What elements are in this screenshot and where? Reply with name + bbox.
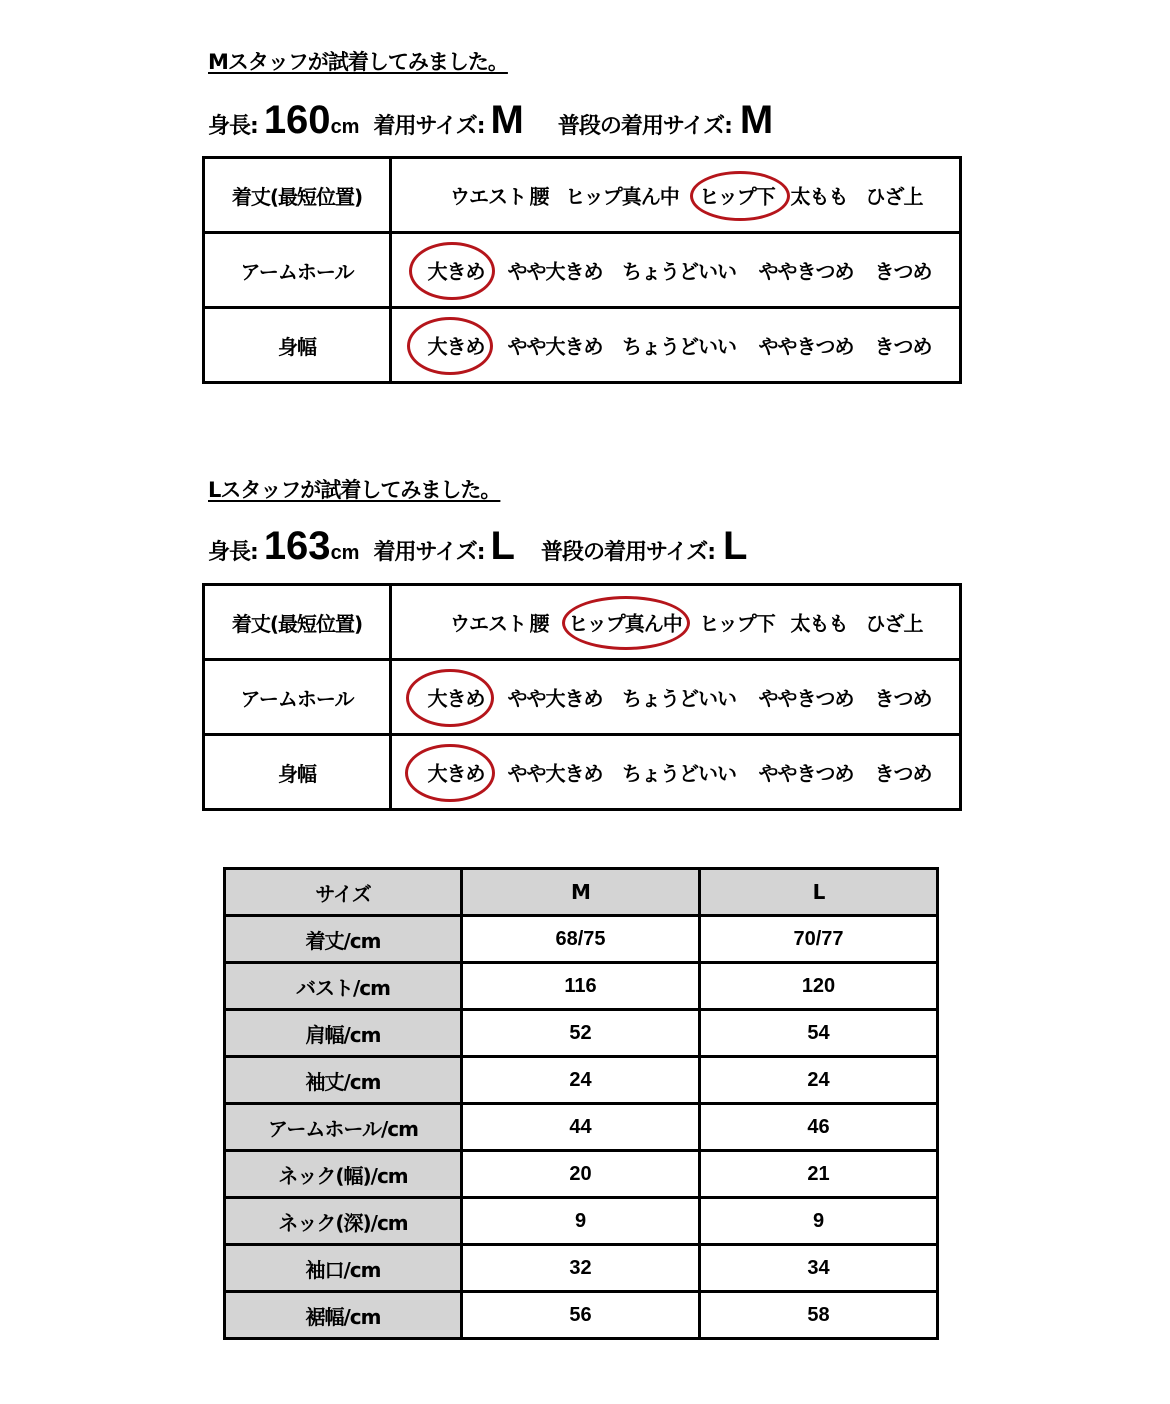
table-row: [225, 963, 938, 1010]
option: きつめ: [874, 334, 932, 359]
option-selected: 大きめ: [427, 761, 485, 786]
option: ややきつめ: [758, 259, 854, 284]
option: 腰: [529, 184, 549, 209]
height-value: 163: [263, 524, 331, 568]
usual-size-label: 普段の着用サイズ:: [557, 114, 732, 139]
option: ややきつめ: [758, 334, 854, 359]
table-row: [225, 1104, 938, 1151]
row-header: 肩幅/cm: [225, 1010, 462, 1057]
fit-row-armhole: [204, 660, 961, 735]
row-label: アームホール: [204, 233, 391, 308]
worn-size-label: 着用サイズ:: [373, 540, 485, 565]
fit-table: [202, 583, 962, 811]
option: ちょうどいい: [622, 686, 736, 711]
option: 太もも: [790, 184, 848, 209]
option-list: [392, 736, 959, 808]
cell: 58: [700, 1292, 938, 1339]
row-header: 袖丈/cm: [225, 1057, 462, 1104]
height-label: 身長:: [208, 114, 258, 139]
option: ウエスト: [450, 184, 526, 209]
fit-row-armhole: [204, 233, 961, 308]
cell: 24: [462, 1057, 700, 1104]
fit-row-length: [204, 585, 961, 660]
fit-row-width: [204, 735, 961, 810]
row-header: バスト/cm: [225, 963, 462, 1010]
fit-row-length: [204, 158, 961, 233]
option-selected: ヒップ真ん中: [568, 611, 682, 636]
option: きつめ: [874, 259, 932, 284]
option: ひざ上: [865, 184, 923, 209]
table-row: [225, 1292, 938, 1339]
cell: 70/77: [700, 916, 938, 963]
option-selected: ヒップ下: [699, 184, 775, 209]
row-label: 身幅: [204, 308, 391, 383]
option: ウエスト: [450, 611, 526, 636]
usual-size-value: M: [739, 98, 774, 142]
table-row: [225, 1057, 938, 1104]
cell: 68/75: [462, 916, 700, 963]
usual-size-value: L: [723, 524, 748, 568]
option: きつめ: [874, 686, 932, 711]
row-label: 着丈(最短位置): [204, 585, 391, 660]
size-table-header: [225, 869, 938, 916]
table-row: [225, 1010, 938, 1057]
option: 腰: [529, 611, 549, 636]
fit-row-width: [204, 308, 961, 383]
option: やや大きめ: [507, 334, 603, 359]
option-list: [392, 309, 959, 381]
height-unit: cm: [330, 116, 360, 138]
option: ちょうどいい: [622, 761, 736, 786]
option-list: [392, 586, 959, 658]
cell: 9: [462, 1198, 700, 1245]
option-selected: 大きめ: [427, 686, 485, 711]
option: ヒップ下: [699, 611, 775, 636]
table-row: [225, 1198, 938, 1245]
option: ちょうどいい: [622, 334, 736, 359]
option: きつめ: [874, 761, 932, 786]
table-row: [225, 1245, 938, 1292]
cell: 46: [700, 1104, 938, 1151]
cell: 44: [462, 1104, 700, 1151]
worn-size-value: L: [490, 524, 515, 568]
cell: 24: [700, 1057, 938, 1104]
staff-title: Mスタッフが試着してみました。: [208, 50, 508, 74]
row-label: 身幅: [204, 735, 391, 810]
cell: 56: [462, 1292, 700, 1339]
option: やや大きめ: [507, 686, 603, 711]
cell: 21: [700, 1151, 938, 1198]
option: ややきつめ: [758, 686, 854, 711]
row-header: ネック(深)/cm: [225, 1198, 462, 1245]
option-list: [392, 234, 959, 306]
row-header: 裾幅/cm: [225, 1292, 462, 1339]
row-label: 着丈(最短位置): [204, 158, 391, 233]
cell: 9: [700, 1198, 938, 1245]
row-header: 袖口/cm: [225, 1245, 462, 1292]
cell: 32: [462, 1245, 700, 1292]
option: ひざ上: [865, 611, 923, 636]
staff-info: [208, 524, 747, 569]
option-list: [392, 159, 959, 231]
option: ややきつめ: [758, 761, 854, 786]
row-header: アームホール/cm: [225, 1104, 462, 1151]
table-row: [225, 1151, 938, 1198]
staff-info: [208, 98, 773, 143]
cell: 54: [700, 1010, 938, 1057]
header-cell: M: [462, 869, 700, 916]
usual-size-label: 普段の着用サイズ:: [540, 540, 715, 565]
cell: 52: [462, 1010, 700, 1057]
height-value: 160: [263, 98, 331, 142]
option: ちょうどいい: [622, 259, 736, 284]
option: やや大きめ: [507, 761, 603, 786]
height-label: 身長:: [208, 540, 258, 565]
height-unit: cm: [330, 542, 360, 564]
row-header: ネック(幅)/cm: [225, 1151, 462, 1198]
cell: 34: [700, 1245, 938, 1292]
option-list: [392, 661, 959, 733]
header-cell: サイズ: [225, 869, 462, 916]
row-label: アームホール: [204, 660, 391, 735]
row-header: 着丈/cm: [225, 916, 462, 963]
cell: 120: [700, 963, 938, 1010]
fit-table: [202, 156, 962, 384]
option-selected: 大きめ: [427, 259, 485, 284]
worn-size-label: 着用サイズ:: [373, 114, 485, 139]
size-table: [223, 867, 939, 1340]
cell: 20: [462, 1151, 700, 1198]
option: 太もも: [790, 611, 848, 636]
option: やや大きめ: [507, 259, 603, 284]
cell: 116: [462, 963, 700, 1010]
staff-title: Lスタッフが試着してみました。: [208, 478, 501, 502]
option: ヒップ真ん中: [565, 184, 679, 209]
header-cell: L: [700, 869, 938, 916]
table-row: [225, 916, 938, 963]
worn-size-value: M: [490, 98, 524, 142]
option-selected: 大きめ: [427, 334, 485, 359]
